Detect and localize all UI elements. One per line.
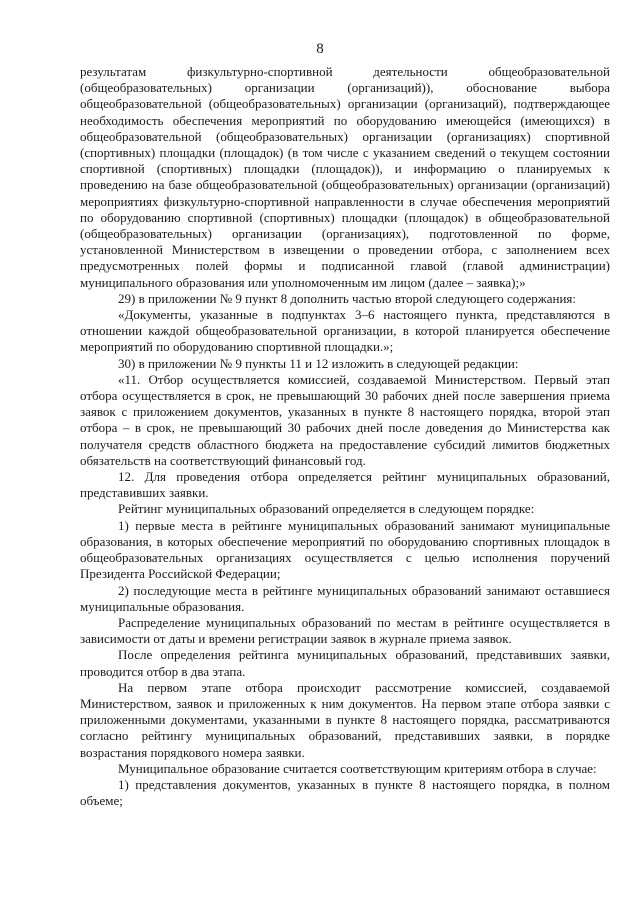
paragraph-quote-documents: «Документы, указанные в подпунктах 3–6 настоящего пункта, представляются в отношении каждой общеобразовательной организации, в которой планируется обеспечение мероприятий по оборудованию спортивной площадки.»; (80, 307, 610, 355)
paragraph-two-stages: После определения рейтинга муниципальных образований, представивших заявки, проводится отбор в два этапа. (80, 647, 610, 679)
paragraph-criteria: Муниципальное образование считается соответствующим критериям отбора в случае: (118, 760, 597, 776)
paragraph-point-12: 12. Для проведения отбора определяется рейтинг муниципальных образований, представивших заявки. (80, 469, 610, 501)
paragraph-rating-order: Рейтинг муниципальных образований определяется в следующем порядке: (118, 501, 535, 517)
paragraph-criteria-1: 1) представления документов, указанных в пункте 8 настоящего порядка, в полном объеме; (80, 776, 610, 809)
paragraph-item-29: 29) в приложении № 9 пункт 8 дополнить частью второй следующего содержания: (118, 290, 576, 306)
paragraph-item-30: 30) в приложении № 9 пункты 11 и 12 изложить в следующей редакции: (118, 355, 519, 371)
page-number: 8 (316, 41, 324, 57)
document-body (80, 64, 610, 809)
paragraph-distribution: Распределение муниципальных образований по местам в рейтинге осуществляется в зависимости от даты и времени регистрации заявок в журнале приема заявок. (80, 614, 610, 647)
paragraph-rating-next: 2) последующие места в рейтинге муниципальных образований занимают оставшиеся муниципальные образования. (80, 582, 610, 614)
paragraph-point-11: «11. Отбор осуществляется комиссией, создаваемой Министерством. Первый этап отбора осуществляется в срок, не превышающий 30 рабочих дней после завершения приема заявок с приложением документов, указанных в пункте 8 настоящего порядка, второй этап отбора – в срок, не превышающий 30 рабочих дней после доведения до Министерства как получателя средств областного бюджета на предоставление субсидий лимитов бюджетных обязательств на соответствующий финансовый год. (80, 371, 610, 468)
paragraph-continuation: результатам физкультурно-спортивной деятельности общеобразовательной (общеобразовательных) организации (организаций)), обоснование выбора общеобразовательной (общеобразовательных) организации (организаций), подтверждающее необходимость обеспечения мероприятий по оборудованию имеющейся (имеющихся) в общеобразовательной (общеобразовательных) организации (организациях) спортивной (спортивных) площадки (площадок) (в том числе с указанием сведений о текущем состоянии спортивной (спортивных) площадки (площадок)), и информацию о планируемых к проведению на базе общеобразовательной (общеобразовательных) организации (организаций) мероприятиях физкультурно-спортивной направленности в случае обеспечения мероприятий по оборудованию спортивной (спортивных) площадки (площадок) в общеобразовательной (общеобразовательных) организации (организациях), подготовленной по форме, установленной Министерством в извещении о проведении отбора, с заполнением всех предусмотренных полей формы и подписанной главой (главой администрации) муниципального образования или уполномоченным им лицом (далее – заявка);» (80, 64, 610, 290)
paragraph-first-stage: На первом этапе отбора происходит рассмотрение комиссией, создаваемой Министерством, заявок и приложенных к ним документов. На первом этапе отбора заявки с приложенными документами, указанными в пункте 8 настоящего порядка, рассматриваются согласно рейтингу муниципальных образований, представивших заявки, в порядке возрастания порядкового номера заявки. (80, 679, 610, 760)
paragraph-rating-first: 1) первые места в рейтинге муниципальных образований занимают муниципальные образования, в которых обеспечение мероприятий по оборудованию спортивных площадок в общеобразовательных организациях осуществляется с целью исполнения поручений Президента Российской Федерации; (80, 517, 610, 582)
